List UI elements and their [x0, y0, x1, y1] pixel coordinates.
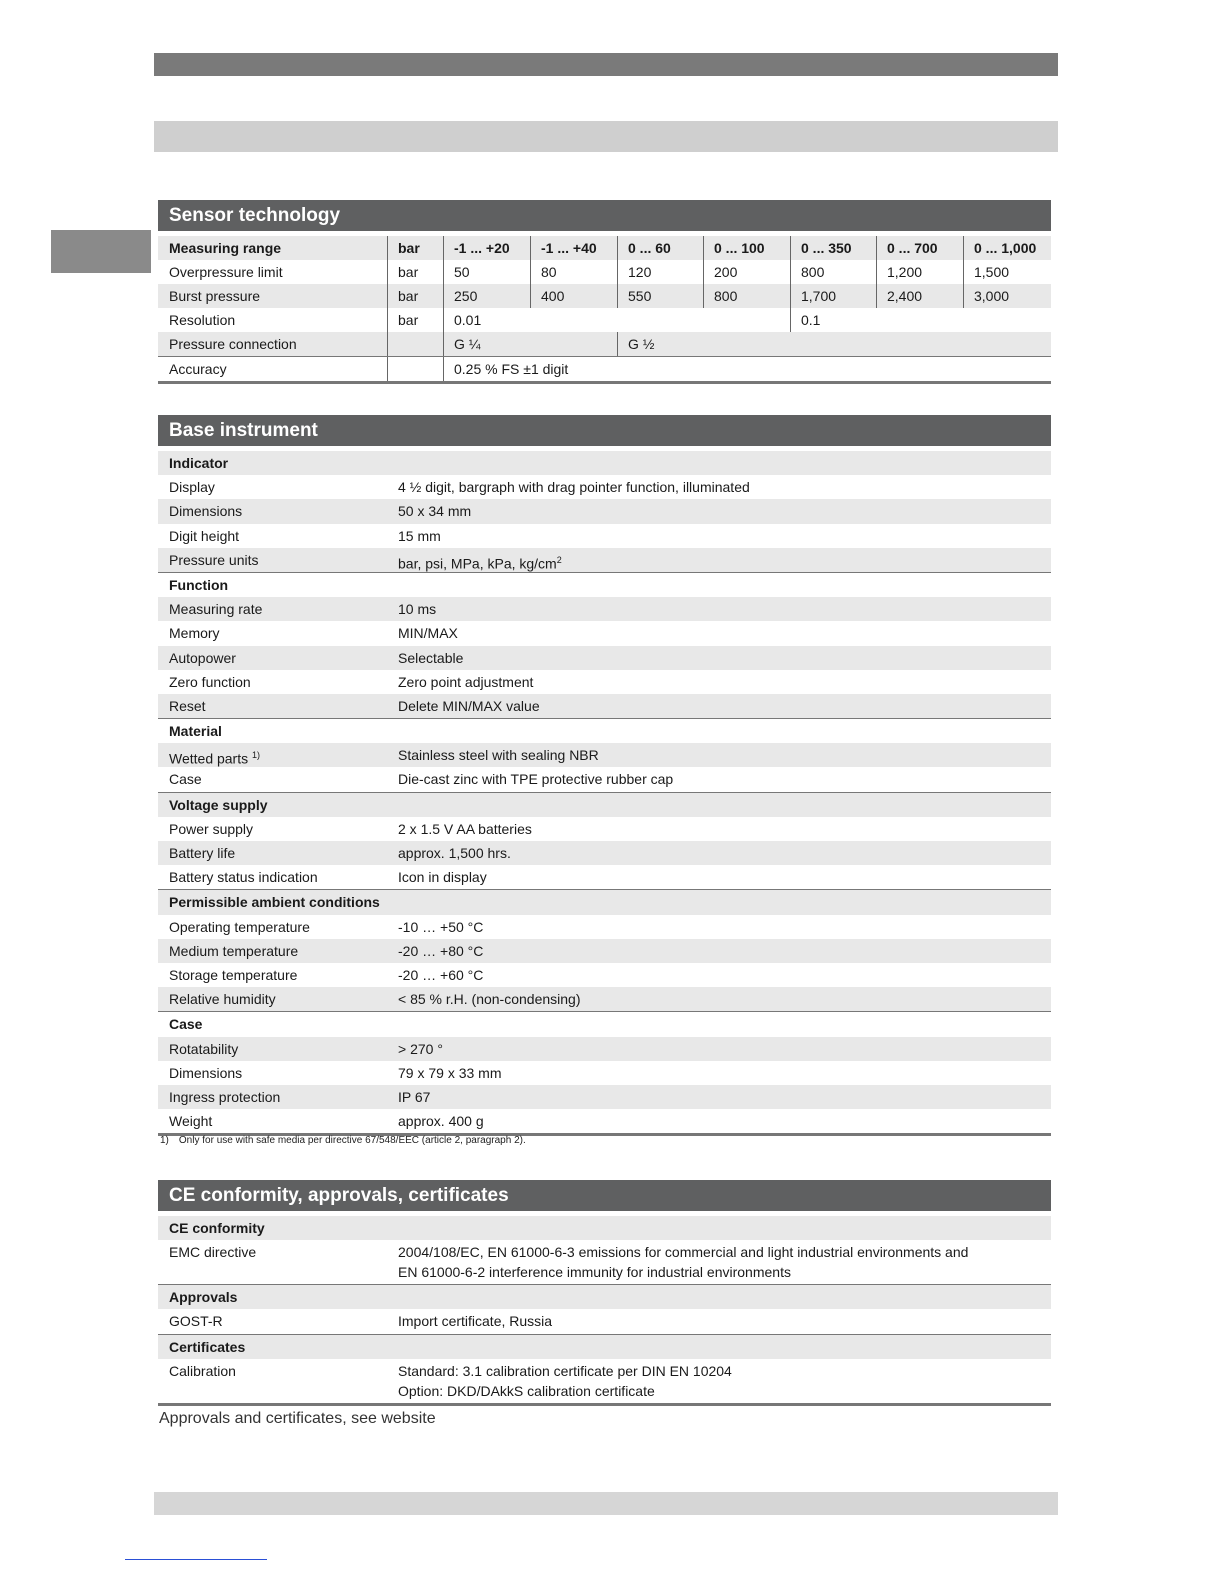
- row-label: Battery status indication: [169, 869, 318, 886]
- table-row: [158, 670, 1051, 694]
- value-cell: 0.1: [801, 312, 821, 328]
- row-value: -20 … +80 °C: [398, 942, 484, 959]
- row-label: Relative humidity: [169, 991, 276, 1008]
- group-label: Material: [169, 723, 222, 740]
- range-cell: 0 ... 100: [714, 240, 765, 256]
- ce-conformity-table: [158, 1216, 1051, 1406]
- row-label: GOST-R: [169, 1313, 223, 1330]
- table-row: [158, 987, 1051, 1011]
- value-cell: 0.25 % FS ±1 digit: [454, 361, 569, 377]
- row-label: Pressure units: [169, 551, 259, 568]
- unit-cell: bar: [398, 264, 419, 280]
- measuring-range-row: [158, 236, 1051, 260]
- accuracy-row: [158, 357, 1051, 384]
- unit-cell: bar: [398, 288, 419, 304]
- group-label: Approvals: [169, 1289, 238, 1306]
- value-cell: 400: [541, 288, 565, 304]
- table-row: [158, 524, 1051, 548]
- resolution-row: [158, 308, 1051, 332]
- value-cell: 80: [541, 264, 557, 280]
- value-cell: 1,700: [801, 288, 837, 304]
- footnote-number: 1): [160, 1135, 169, 1146]
- value-cell: G ½: [628, 336, 655, 352]
- approvals-note: Approvals and certificates, see website: [159, 1410, 436, 1427]
- row-label: Ingress protection: [169, 1088, 281, 1105]
- row-value: Zero point adjustment: [398, 673, 534, 690]
- base-instrument-table: [158, 451, 1051, 1136]
- row-label: Calibration: [169, 1362, 236, 1379]
- unit-cell: bar: [398, 312, 419, 328]
- overpressure-label: Overpressure limit: [169, 264, 283, 280]
- value-cell: 1,500: [974, 264, 1010, 280]
- group-heading-ce-conformity: [158, 1216, 1051, 1240]
- measuring-range-label: Measuring range: [169, 240, 282, 256]
- table-row: [158, 767, 1051, 791]
- table-row: [158, 817, 1051, 841]
- row-label: Storage temperature: [169, 966, 298, 983]
- row-label: Digit height: [169, 527, 240, 544]
- range-cell: -1 ... +40: [541, 240, 597, 256]
- group-label: Voltage supply: [169, 796, 268, 813]
- row-value: approx. 400 g: [398, 1113, 484, 1130]
- value-cell: 1,200: [887, 264, 923, 280]
- row-value: Die-cast zinc with TPE protective rubber cap: [398, 771, 674, 788]
- row-value: 2004/108/EC, EN 61000-6-3 emissions for commercial and light industrial environments and EN 61000-6-2 interference immunity for industrial environments: [398, 1244, 969, 1281]
- range-cell: 0 ... 350: [801, 240, 852, 256]
- row-value: bar, psi, MPa, kPa, $kg/cm^2$: [398, 554, 562, 572]
- footer-link-underline[interactable]: [125, 1559, 267, 1560]
- table-row: [158, 1109, 1051, 1133]
- group-heading-material: [158, 718, 1051, 743]
- row-value: > 270 °: [398, 1040, 443, 1057]
- value-cell: 3,000: [974, 288, 1010, 304]
- pressure-connection-row: [158, 332, 1051, 357]
- group-label: Case: [169, 1016, 203, 1033]
- sensor-technology-table: [158, 236, 1051, 384]
- table-row: [158, 939, 1051, 963]
- group-heading-function: [158, 572, 1051, 597]
- sub-header-bar: [154, 121, 1058, 152]
- row-value: Stainless steel with sealing NBR: [398, 747, 599, 764]
- table-row: [158, 548, 1051, 572]
- row-value: 2 x 1.5 V AA batteries: [398, 820, 532, 837]
- group-label: CE conformity: [169, 1220, 265, 1236]
- row-value: 4 ½ digit, bargraph with drag pointer function, illuminated: [398, 479, 750, 496]
- row-value: Selectable: [398, 649, 464, 666]
- row-value: -20 … +60 °C: [398, 966, 484, 983]
- pressure-connection-label: Pressure connection: [169, 336, 297, 352]
- table-row: [158, 475, 1051, 499]
- group-heading-approvals: [158, 1284, 1051, 1309]
- table-row: [158, 621, 1051, 645]
- row-value: IP 67: [398, 1088, 431, 1105]
- ce-conformity-header: CE conformity, approvals, certificates: [158, 1180, 1051, 1211]
- row-value: approx. 1,500 hrs.: [398, 845, 511, 861]
- value-cell: 800: [801, 264, 825, 280]
- side-tab-marker: [51, 230, 151, 273]
- top-header-bar: [154, 53, 1058, 76]
- table-row: [158, 646, 1051, 670]
- table-row: [158, 1085, 1051, 1109]
- table-row: [158, 1309, 1051, 1333]
- accuracy-label: Accuracy: [169, 361, 227, 377]
- row-label: Zero function: [169, 673, 251, 690]
- overpressure-row: [158, 260, 1051, 284]
- value-cell: 2,400: [887, 288, 923, 304]
- row-value: -10 … +50 °C: [398, 918, 484, 935]
- value-cell: G ¼: [454, 336, 481, 352]
- base-instrument-header: Base instrument: [158, 415, 1051, 446]
- value-cell: 0.01: [454, 312, 482, 328]
- bottom-footer-bar: [154, 1492, 1058, 1515]
- row-value: Import certificate, Russia: [398, 1313, 553, 1330]
- row-label: Wetted parts $^{1)}$: [169, 750, 261, 767]
- value-cell: 800: [714, 288, 738, 304]
- row-value: Standard: 3.1 calibration certificate per DIN EN 10204 Option: DKD/DAkkS calibration certificate: [398, 1362, 732, 1399]
- row-label: Battery life: [169, 845, 236, 861]
- sensor-technology-header: Sensor technology: [158, 200, 1051, 231]
- table-row: [158, 597, 1051, 621]
- row-value: 10 ms: [398, 601, 437, 618]
- table-row: [158, 1359, 1051, 1403]
- row-value: Icon in display: [398, 869, 487, 886]
- range-cell: 0 ... 700: [887, 240, 938, 256]
- range-cell: 0 ... 1,000: [974, 240, 1037, 256]
- value-cell: 120: [628, 264, 652, 280]
- row-label: Case: [169, 771, 202, 788]
- table-row: [158, 743, 1051, 767]
- row-label: Dimensions: [169, 503, 243, 520]
- burst-pressure-row: [158, 284, 1051, 308]
- group-label: Function: [169, 576, 229, 593]
- row-value: 15 mm: [398, 527, 441, 544]
- row-value: 79 x 79 x 33 mm: [398, 1064, 502, 1081]
- range-cell: -1 ... +20: [454, 240, 510, 256]
- table-row: [158, 841, 1051, 865]
- row-label: Rotatability: [169, 1040, 239, 1057]
- group-heading-case: [158, 1011, 1051, 1036]
- burst-pressure-label: Burst pressure: [169, 288, 261, 304]
- footnote: [160, 1135, 526, 1146]
- unit-cell: bar: [398, 240, 420, 256]
- table-row: [158, 1240, 1051, 1284]
- row-label: Memory: [169, 625, 220, 642]
- row-label: Operating temperature: [169, 918, 310, 935]
- row-value: Delete MIN/MAX value: [398, 697, 540, 714]
- row-label: Reset: [169, 697, 206, 714]
- row-label: Display: [169, 479, 215, 496]
- group-heading-indicator: [158, 451, 1051, 475]
- row-label: Weight: [169, 1113, 213, 1130]
- group-heading-voltage-supply: [158, 792, 1051, 817]
- resolution-label: Resolution: [169, 312, 236, 328]
- table-row: [158, 915, 1051, 939]
- group-label: Certificates: [169, 1338, 246, 1355]
- range-cell: 0 ... 60: [628, 240, 671, 256]
- table-end-rule: [158, 1403, 1051, 1406]
- row-label: Medium temperature: [169, 942, 299, 959]
- row-label: EMC directive: [169, 1244, 257, 1261]
- group-heading-certificates: [158, 1334, 1051, 1359]
- value-cell: 550: [628, 288, 652, 304]
- group-label: Indicator: [169, 455, 229, 471]
- row-value: MIN/MAX: [398, 625, 458, 642]
- table-row: [158, 694, 1051, 718]
- value-cell: 250: [454, 288, 478, 304]
- group-label: Permissible ambient conditions: [169, 894, 380, 911]
- footnote-text: Only for use with safe media per directive 67/548/EEC (article 2, paragraph 2).: [178, 1135, 526, 1146]
- table-row: [158, 963, 1051, 987]
- row-value: < 85 % r.H. (non-condensing): [398, 991, 581, 1008]
- value-cell: 200: [714, 264, 738, 280]
- row-label: Measuring rate: [169, 601, 263, 618]
- value-cell: 50: [454, 264, 470, 280]
- table-row: [158, 1037, 1051, 1061]
- table-row: [158, 865, 1051, 889]
- table-row: [158, 1061, 1051, 1085]
- table-row: [158, 499, 1051, 523]
- row-label: Dimensions: [169, 1064, 243, 1081]
- group-heading-ambient-conditions: [158, 889, 1051, 914]
- row-label: Autopower: [169, 649, 236, 666]
- row-label: Power supply: [169, 820, 254, 837]
- row-value: 50 x 34 mm: [398, 503, 472, 520]
